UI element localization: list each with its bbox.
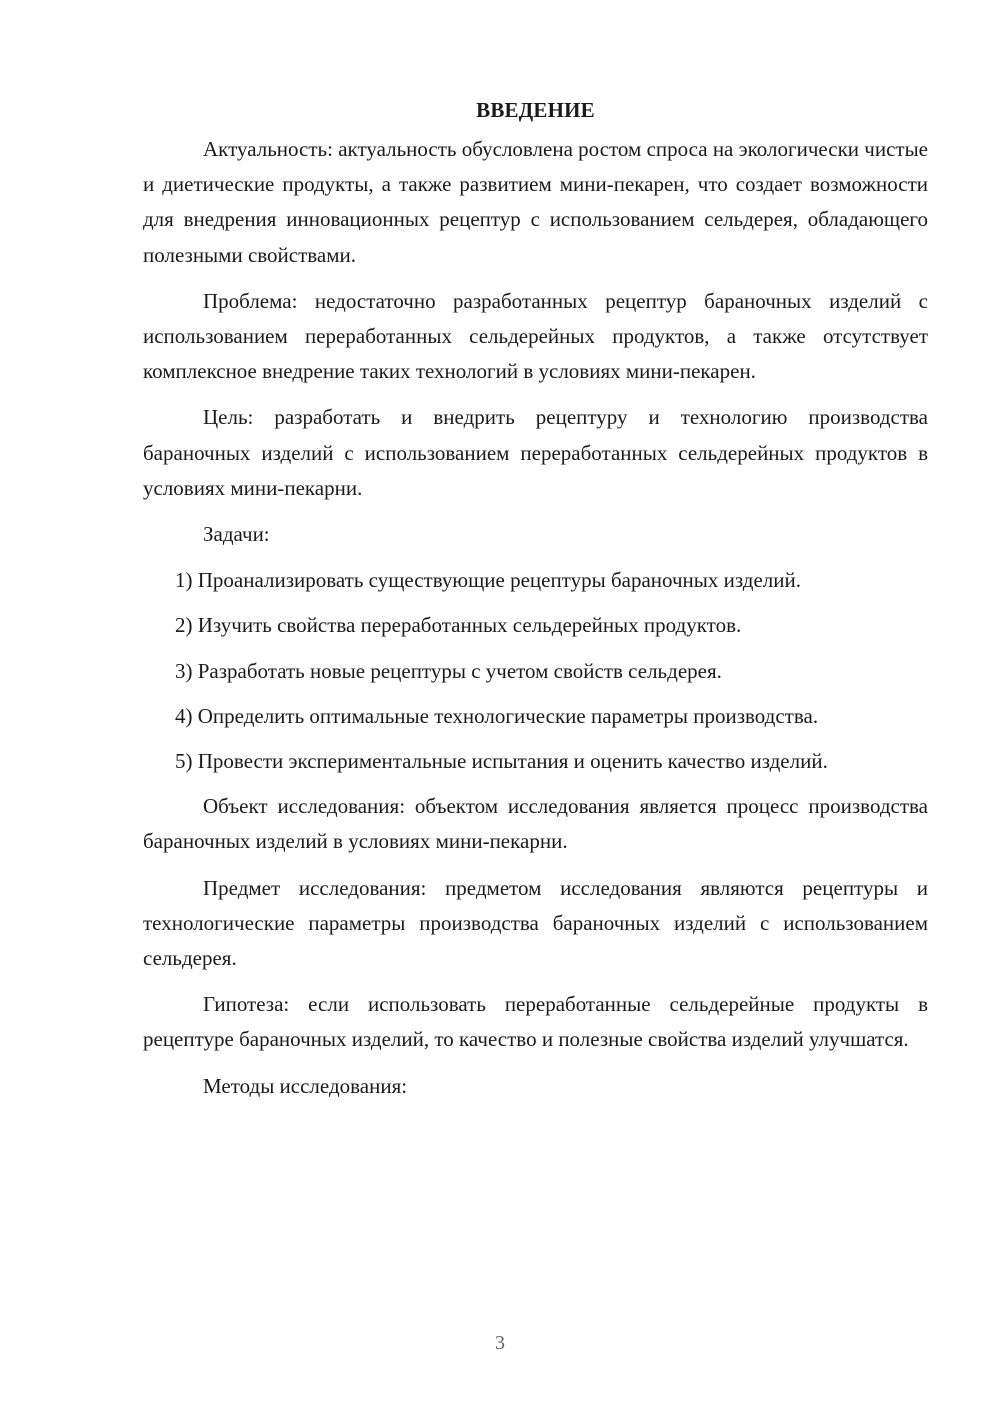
task-item-4: 4) Определить оптимальные технологические параметры производства. bbox=[175, 703, 819, 728]
subject-paragraph: Предмет исследования: предметом исследования являются рецептуры и технологические параметры производства бараночных изделий с использованием сельдерея. bbox=[143, 875, 928, 971]
task-item-2: 2) Изучить свойства переработанных сельдерейных продуктов. bbox=[175, 613, 742, 638]
task-item-5: 5) Провести экспериментальные испытания и оценить качество изделий. bbox=[175, 749, 828, 774]
page-number: 3 bbox=[495, 1332, 505, 1354]
goal-paragraph: Цель: разработать и внедрить рецептуру и технологию производства бараночных изделий с использованием переработанных сельдерейных продуктов в условиях мини-пекарни. bbox=[143, 405, 928, 500]
object-paragraph: Объект исследования: объектом исследования является процесс производства бараночных изделий в условиях мини-пекарни. bbox=[143, 794, 928, 854]
section-heading: ВВЕДЕНИЕ bbox=[476, 98, 595, 122]
relevance-paragraph: Актуальность: актуальность обусловлена ростом спроса на экологически чистые и диетические продукты, а также развитием мини-пекарен, что создает возможности для внедрения инновационных рецептур с использованием сельдерея, обладающего полезными свойствами. bbox=[143, 137, 928, 267]
tasks-label: Задачи: bbox=[203, 522, 270, 547]
document-page bbox=[143, 95, 928, 1115]
problem-paragraph: Проблема: недостаточно разработанных рецептур бараночных изделий с использованием переработанных сельдерейных продуктов, а также отсутствует комплексное внедрение таких технологий в условиях мини-пекарен. bbox=[143, 288, 928, 384]
task-item-1: 1) Проанализировать существующие рецептуры бараночных изделий. bbox=[175, 568, 801, 593]
task-item-3: 3) Разработать новые рецептуры с учетом свойств сельдерея. bbox=[175, 658, 722, 683]
hypothesis-paragraph: Гипотеза: если использовать переработанные сельдерейные продукты в рецептуре бараночных изделий, то качество и полезные свойства изделий улучшатся. bbox=[143, 992, 928, 1052]
methods-label: Методы исследования: bbox=[203, 1073, 408, 1098]
